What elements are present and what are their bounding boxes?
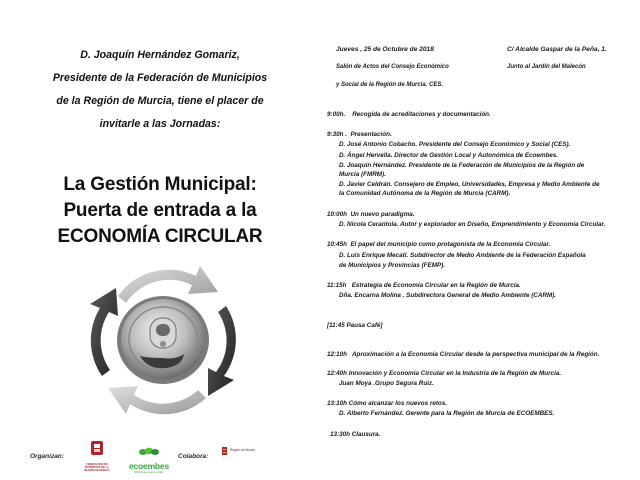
venue-address-line2: Junto al Jardín del Malecón xyxy=(507,64,586,70)
program-time: 13:10h xyxy=(327,400,347,407)
circular-arrow-left-icon xyxy=(90,288,118,376)
program-time: 13:30h xyxy=(330,431,350,438)
program-title: Cómo alcanzar los nuevos retos. xyxy=(348,400,448,407)
program-detail: D. José Antonio Cobacho. Presidente del Consejo Económico y Social (CES). xyxy=(339,141,571,148)
program-time: 9:00h. xyxy=(327,111,346,118)
venue-line1: Salón de Actos del Consejo Económico xyxy=(336,64,449,70)
program-detail: Juan Moya .Grupo Segura Ruiz. xyxy=(339,380,434,387)
program-item-1 xyxy=(327,130,392,139)
program-time: 12:40h xyxy=(327,370,347,377)
program-detail: D. Joaquín Hernández. Presidente de la Federación de Municipios de la Región de xyxy=(339,162,585,169)
program-title: [11:45 Pausa Café] xyxy=(327,322,383,329)
program-item-0 xyxy=(327,110,491,119)
program-title: El papel del municipio como protagonista de la Economía Circular. xyxy=(350,241,551,248)
program-detail: Murcia (FMRM). xyxy=(339,171,386,178)
program-detail: D. Nicola Cerantola. Autor y explorador en Diseño, Emprendimiento y Economía Circular. xyxy=(339,221,606,228)
program-title: Aproximación a la Economía Circular desde la perspectiva municipal de la Región. xyxy=(351,351,600,358)
program-title: Presentación. xyxy=(350,131,392,138)
program-title: Un nuevo paradigma. xyxy=(350,211,415,218)
event-date: Jueves , 25 de Octubre de 2018 xyxy=(336,46,434,53)
ecoembes-leaf-icon xyxy=(122,447,176,457)
footer-logos xyxy=(0,438,320,474)
program-time: 10:45h xyxy=(327,241,347,248)
circular-arrow-right-icon xyxy=(208,306,236,396)
program-title: Clausura. xyxy=(351,431,381,438)
program-item-3 xyxy=(327,240,550,249)
program-detail: de Municipios y Provincias (FEMP). xyxy=(339,262,446,269)
collaborate-label: Colabora: xyxy=(178,453,209,460)
ecoembes-logo-subtext: El Reciclaje cuenta contigo xyxy=(134,471,164,474)
program-time: 9:30h . xyxy=(327,131,347,138)
program-item-2 xyxy=(327,210,414,219)
program-detail: Dña. Encarna Molina . Subdirectora General de Medio Ambiente (CARM). xyxy=(339,292,557,299)
organize-label: Organizan: xyxy=(30,453,64,460)
program-time: 11:15h xyxy=(327,282,347,289)
femp-logo-text: FEDERACIÓN DE MUNICIPIOS DE LA REGIÓN DE MURCIA xyxy=(84,463,110,472)
program-detail: la Comunidad Autónoma de la Región de Murcia (CARM). xyxy=(339,190,511,197)
program-title: Estrategia de Economía Circular en la Región de Murcia. xyxy=(351,282,521,289)
event-title xyxy=(10,172,310,250)
program-time: 10:00h xyxy=(327,211,347,218)
program-item-6 xyxy=(327,350,599,359)
event-title-line3: ECONOMÍA CIRCULAR xyxy=(57,226,263,247)
recycling-can-graphic xyxy=(78,258,248,418)
program-detail: D. Ángel Hervella. Director de Gestión Local y Autonómica de Ecoembes. xyxy=(339,152,559,159)
venue-address-line1: C/ Alcalde Gaspar de la Peña, 1. xyxy=(507,46,607,53)
invite-line: invitarle a las Jornadas: xyxy=(99,118,221,130)
event-title-line2: Puerta de entrada a la xyxy=(63,200,257,221)
program-title: Recogida de acreditaciones y documentación. xyxy=(352,111,491,118)
program-detail: D. Javier Celdrán. Consejero de Empleo, Universidades, Empresa y Medio Ambiente de xyxy=(339,181,600,188)
program-item-9 xyxy=(330,430,380,439)
venue-line2: y Social de la Región de Murcia. CES. xyxy=(336,82,444,88)
program-time: 12:10h xyxy=(327,351,347,358)
program-detail: D. Alberto Fernández. Gerente para la Región de Murcia de ECOEMBES. xyxy=(339,410,555,417)
region-murcia-logo xyxy=(216,444,264,468)
program-title: Innovación y Economía Circular en la Industria de la Región de Murcia. xyxy=(348,370,562,377)
program-item-7 xyxy=(327,369,561,378)
ecoembes-logo xyxy=(122,444,176,474)
program-item-8 xyxy=(327,399,447,408)
can-top-icon xyxy=(117,296,209,384)
event-title-line1: La Gestión Municipal: xyxy=(63,174,257,195)
host-role: Presidente de la Federación de Municipios xyxy=(52,72,268,84)
region-murcia-logo-text: Región de Murcia xyxy=(230,448,255,452)
host-region: de la Región de Murcia, tiene el placer de xyxy=(56,95,264,107)
ecoembes-logo-text: ecoembes xyxy=(129,461,169,471)
program-panel xyxy=(320,0,640,480)
circular-arrow-bottom-icon xyxy=(108,386,206,414)
femp-emblem-icon xyxy=(82,440,112,458)
program-detail: D. Luis Enrique Mecati. Subdirector de Medio Ambiente de la Federación Española xyxy=(339,252,586,259)
host-name: D. Joaquín Hernández Gomariz, xyxy=(80,49,240,61)
program-item-4 xyxy=(327,281,521,290)
invitation-text xyxy=(14,44,306,136)
femp-logo xyxy=(82,440,112,474)
program-item-5 xyxy=(327,321,383,330)
